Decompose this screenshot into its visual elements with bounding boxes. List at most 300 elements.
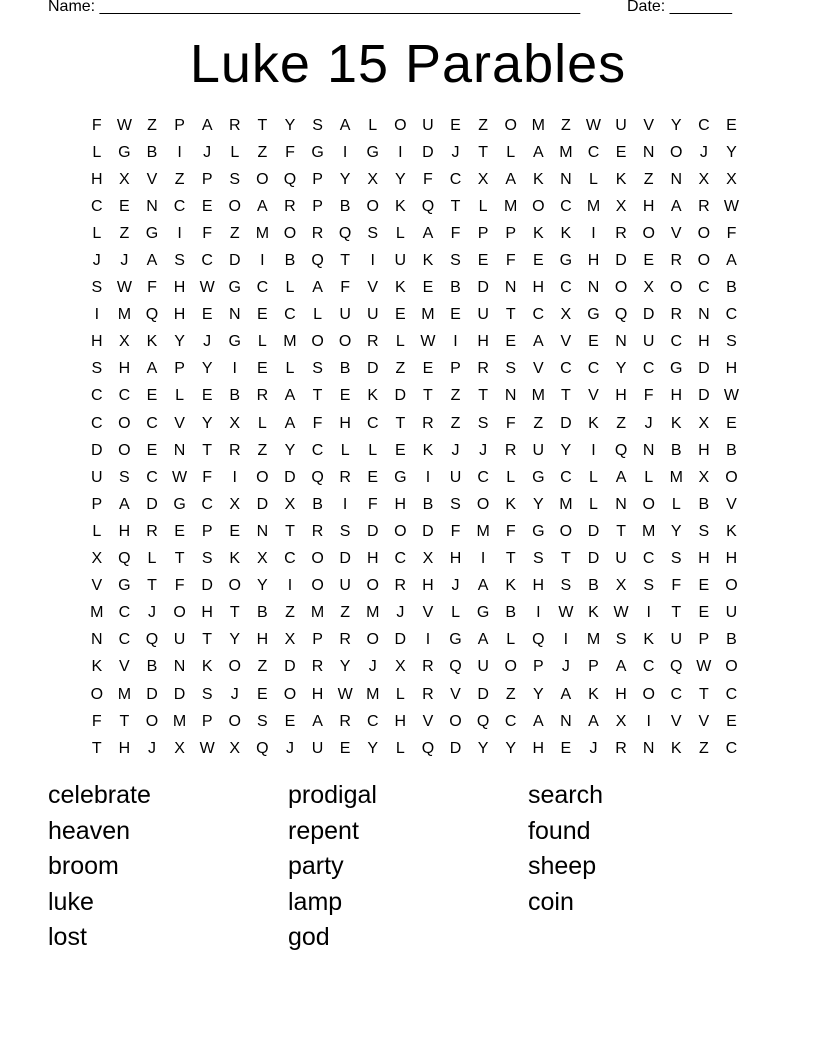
grid-letter: F [671,577,682,595]
grid-letter: R [228,116,241,134]
grid-letter: N [670,170,683,188]
grid-letter: V [422,604,434,622]
grid-letter: Z [229,224,240,242]
grid-letter: D [201,577,213,595]
grid-letter: G [366,143,379,161]
grid-letter: N [642,739,655,757]
grid-letter: V [643,116,654,134]
grid-letter: J [699,143,708,161]
grid-letter: A [339,116,351,134]
grid-letter: E [174,522,185,540]
grid-letter: X [560,306,572,324]
grid-letter: J [147,739,156,757]
name-field-label: Name: ______________________________________________________ [48,0,581,15]
grid-letter: E [615,143,627,161]
grid-letter: F [450,522,461,540]
grid-letter: C [725,306,738,324]
grid-letter: O [642,224,655,242]
grid-letter: Y [560,441,572,459]
grid-letter: R [422,658,434,676]
grid-letter: I [536,604,541,622]
grid-letter: D [91,441,103,459]
grid-letter: U [339,306,351,324]
grid-letter: E [532,252,544,270]
grid-letter: X [698,468,710,486]
grid-letter: H [698,441,710,459]
grid-letter: T [285,522,295,540]
grid-letter: P [201,522,213,540]
grid-letter: J [92,252,101,270]
word-item: search [528,781,604,809]
grid-letter: C [201,495,213,513]
grid-letter: E [146,387,158,405]
grid-letter: E [394,441,406,459]
grid-letter: Q [145,631,159,649]
grid-letter: W [199,739,215,757]
grid-letter: D [698,360,710,378]
grid-letter: F [202,224,213,242]
grid-letter: L [230,143,240,161]
grid-letter: N [642,143,655,161]
grid-letter: P [91,495,103,513]
grid-letter: Z [257,143,268,161]
grid-letter: A [146,252,158,270]
grid-letter: X [698,170,710,188]
grid-letter: O [228,658,241,676]
grid-letter: Y [394,170,406,188]
grid-letter: C [366,414,379,432]
grid-letter: E [422,279,434,297]
grid-letter: R [477,360,489,378]
grid-letter: U [477,306,489,324]
grid-letter: G [311,143,324,161]
grid-letter: Z [340,604,351,622]
grid-letter: B [670,441,682,459]
grid-letter: B [588,577,599,595]
grid-letter: G [559,252,573,270]
grid-letter: L [257,333,267,351]
grid-letter: M [586,197,601,215]
grid-row [83,573,745,600]
grid-letter: I [480,550,486,568]
grid-letter: S [91,279,103,297]
grid-letter: X [615,712,627,730]
grid-letter: X [284,495,296,513]
grid-letter: H [339,414,351,432]
grid-letter: M [255,224,270,242]
grid-letter: F [91,712,102,730]
grid-letter: X [643,279,654,297]
grid-row [83,166,745,193]
grid-letter: Q [476,712,490,730]
grid-letter: D [256,495,269,513]
grid-letter: Z [174,170,185,188]
grid-letter: R [228,441,241,459]
grid-letter: M [476,522,490,540]
grid-letter: A [615,658,627,676]
word-item: lamp [288,887,343,916]
grid-letter: R [146,522,158,540]
grid-letter: H [118,739,131,757]
date-field-label: Date: _______ [627,0,732,15]
grid-letter: P [312,197,323,215]
grid-letter: Z [561,116,571,134]
grid-letter: T [229,604,240,622]
grid-letter: C [449,170,462,188]
grid-letter: Y [257,577,268,595]
grid-letter: G [587,306,600,324]
grid-letter: S [174,252,185,270]
word-item: lost [48,923,87,952]
word-item: heaven [48,816,131,845]
letter-grid [83,112,745,762]
grid-letter: E [726,116,737,134]
grid-letter: W [116,279,132,297]
grid-letter: T [478,387,488,405]
grid-letter: H [394,495,407,513]
grid-letter: L [285,279,295,297]
grid-letter: B [146,658,158,676]
grid-letter: C [698,116,710,134]
grid-letter: V [726,495,737,513]
grid-letter: O [338,333,352,351]
grid-letter: S [643,577,654,595]
grid-letter: L [92,522,102,540]
grid-letter: R [366,333,379,351]
grid-letter: T [91,739,102,757]
grid-letter: Z [285,604,295,622]
grid-letter: G [173,495,186,513]
grid-letter: C [477,468,489,486]
grid-letter: H [532,279,545,297]
grid-row [83,546,745,573]
grid-letter: D [366,522,379,540]
grid-letter: L [395,224,405,242]
grid-letter: Z [119,224,130,242]
grid-letter: H [173,306,186,324]
grid-letter: C [91,387,103,405]
grid-letter: T [561,550,571,568]
grid-letter: J [120,252,129,270]
grid-letter: Y [201,414,213,432]
grid-letter: E [643,252,654,270]
grid-letter: D [284,658,296,676]
grid-letter: L [368,116,378,134]
grid-letter: V [450,685,461,703]
grid-letter: E [257,306,268,324]
grid-letter: C [504,712,517,730]
grid-letter: M [366,604,380,622]
grid-letter: O [311,577,324,595]
grid-letter: X [91,550,103,568]
grid-letter: C [725,685,738,703]
grid-letter: C [118,631,131,649]
grid-letter: O [697,224,711,242]
grid-row [83,383,745,410]
grid-letter: R [256,387,269,405]
grid-letter: L [644,468,654,486]
grid-letter: T [257,116,268,134]
grid-letter: G [394,468,407,486]
grid-letter: F [423,170,433,188]
grid-letter: R [422,685,434,703]
grid-letter: C [91,414,103,432]
grid-letter: Q [421,739,435,757]
grid-letter: L [451,604,460,622]
grid-letter: Y [201,360,213,378]
grid-letter: M [283,333,297,351]
grid-letter: N [642,441,655,459]
grid-letter: U [339,577,351,595]
grid-letter: O [366,577,379,595]
grid-letter: U [532,441,545,459]
grid-letter: I [425,631,431,649]
grid-letter: Y [505,739,517,757]
grid-row [83,600,745,627]
grid-letter: S [201,685,213,703]
grid-letter: Y [532,495,544,513]
grid-letter: V [146,170,158,188]
grid-letter: U [394,252,407,270]
grid-letter: G [118,143,131,161]
grid-letter: H [366,550,379,568]
grid-letter: M [172,712,187,730]
grid-letter: G [228,333,241,351]
grid-letter: S [312,116,323,134]
grid-letter: E [698,577,710,595]
grid-letter: L [92,143,102,161]
grid-letter: K [91,658,103,676]
grid-letter: Z [147,116,157,134]
grid-letter: O [532,197,545,215]
grid-letter: E [698,604,710,622]
grid-letter: J [451,143,460,161]
grid-row [83,437,745,464]
grid-letter: R [311,224,324,242]
grid-letter: W [172,468,188,486]
grid-letter: B [422,495,434,513]
grid-letter: A [477,577,489,595]
grid-letter: L [589,170,598,188]
word-item: god [288,923,330,952]
grid-letter: U [422,116,434,134]
grid-letter: N [504,387,517,405]
grid-letter: O [283,685,297,703]
grid-row [83,139,745,166]
grid-letter: L [395,333,405,351]
grid-letter: T [147,577,157,595]
grid-letter: Y [477,739,489,757]
grid-letter: Y [670,116,682,134]
grid-letter: V [670,712,682,730]
grid-row [83,220,745,247]
word-item: sheep [528,852,597,881]
grid-letter: U [173,631,186,649]
grid-row [83,356,745,383]
grid-letter: A [560,685,572,703]
grid-letter: K [532,224,544,242]
grid-letter: Y [367,739,379,757]
grid-letter: X [477,170,489,188]
grid-letter: V [91,577,103,595]
grid-letter: S [450,495,461,513]
grid-letter: E [367,468,379,486]
grid-letter: D [642,306,655,324]
grid-letter: P [477,224,489,242]
grid-letter: H [91,333,103,351]
grid-letter: F [174,577,185,595]
grid-letter: M [366,685,380,703]
grid-letter: P [588,658,599,676]
grid-row [83,708,745,735]
grid-letter: T [505,550,516,568]
grid-letter: I [232,360,237,378]
grid-letter: U [91,468,103,486]
grid-letter: L [589,495,598,513]
grid-letter: L [395,685,405,703]
grid-letter: O [449,712,462,730]
grid-row [83,112,745,139]
grid-letter: J [561,658,570,676]
grid-letter: Q [421,197,435,215]
grid-letter: A [422,224,434,242]
grid-letter: K [367,387,379,405]
grid-letter: D [394,631,407,649]
grid-letter: K [505,577,517,595]
grid-letter: B [229,387,241,405]
grid-letter: O [366,631,379,649]
grid-row [83,410,745,437]
grid-letter: Z [257,658,268,676]
grid-letter: E [339,739,351,757]
grid-letter: J [644,414,653,432]
grid-letter: Y [615,360,627,378]
grid-letter: B [146,143,158,161]
grid-letter: A [146,360,158,378]
grid-letter: L [506,468,516,486]
grid-letter: T [202,441,213,459]
grid-letter: R [615,224,627,242]
grid-letter: H [615,387,627,405]
grid-letter: K [201,658,213,676]
grid-letter: I [232,468,237,486]
grid-letter: A [201,116,213,134]
grid-letter: Z [450,387,461,405]
grid-letter: D [422,143,434,161]
grid-letter: U [642,333,655,351]
grid-letter: V [670,224,682,242]
grid-letter: W [116,116,132,134]
grid-letter: L [175,387,185,405]
grid-letter: A [119,495,130,513]
grid-letter: X [229,495,241,513]
grid-letter: D [173,685,186,703]
grid-letter: A [312,279,323,297]
grid-letter: C [146,468,158,486]
grid-letter: T [312,387,323,405]
grid-row [83,654,745,681]
grid-letter: O [725,658,738,676]
grid-letter: Q [532,631,545,649]
grid-letter: H [642,197,655,215]
grid-letter: I [591,441,596,459]
grid-letter: G [449,631,462,649]
grid-letter: K [588,604,599,622]
grid-letter: V [560,333,572,351]
grid-letter: Q [283,170,297,188]
grid-letter: O [256,468,269,486]
grid-letter: A [477,631,489,649]
grid-letter: D [366,360,379,378]
grid-letter: U [670,631,683,649]
grid-letter: O [311,550,324,568]
word-item: luke [48,887,94,916]
grid-letter: R [311,522,324,540]
grid-letter: G [145,224,159,242]
grid-letter: O [366,197,379,215]
grid-letter: T [423,387,433,405]
grid-letter: J [147,604,156,622]
grid-letter: K [670,414,682,432]
grid-letter: W [585,116,602,134]
grid-letter: E [119,197,130,215]
grid-letter: S [339,522,351,540]
grid-letter: Q [670,658,683,676]
grid-letter: Q [118,550,131,568]
grid-letter: C [118,604,131,622]
grid-letter: E [257,360,268,378]
grid-letter: M [531,387,545,405]
grid-letter: P [312,631,323,649]
grid-letter: S [257,712,268,730]
grid-letter: O [642,685,655,703]
grid-letter: C [560,468,572,486]
grid-letter: R [615,739,627,757]
grid-letter: X [229,739,241,757]
grid-letter: L [147,550,157,568]
grid-letter: L [313,306,322,324]
grid-letter: X [422,550,434,568]
grid-letter: B [284,252,296,270]
grid-letter: K [588,685,599,703]
grid-letter: M [586,631,601,649]
grid-letter: Y [532,685,544,703]
grid-letter: U [366,306,379,324]
grid-letter: C [91,197,103,215]
grid-letter: L [478,197,488,215]
grid-letter: S [532,550,544,568]
grid-letter: H [173,279,186,297]
grid-letter: L [340,441,350,459]
grid-letter: O [394,522,407,540]
grid-letter: N [615,495,627,513]
grid-letter: C [642,658,655,676]
grid-letter: Z [698,739,709,757]
grid-letter: C [698,279,710,297]
grid-letter: A [615,468,627,486]
grid-letter: J [451,577,460,595]
grid-letter: M [90,604,104,622]
grid-letter: X [284,631,296,649]
grid-letter: I [425,468,431,486]
grid-letter: H [449,550,462,568]
grid-letter: O [504,116,517,134]
word-item: found [528,816,591,845]
grid-letter: G [670,360,683,378]
grid-letter: K [422,252,434,270]
grid-letter: U [311,739,324,757]
header-line [48,0,748,20]
